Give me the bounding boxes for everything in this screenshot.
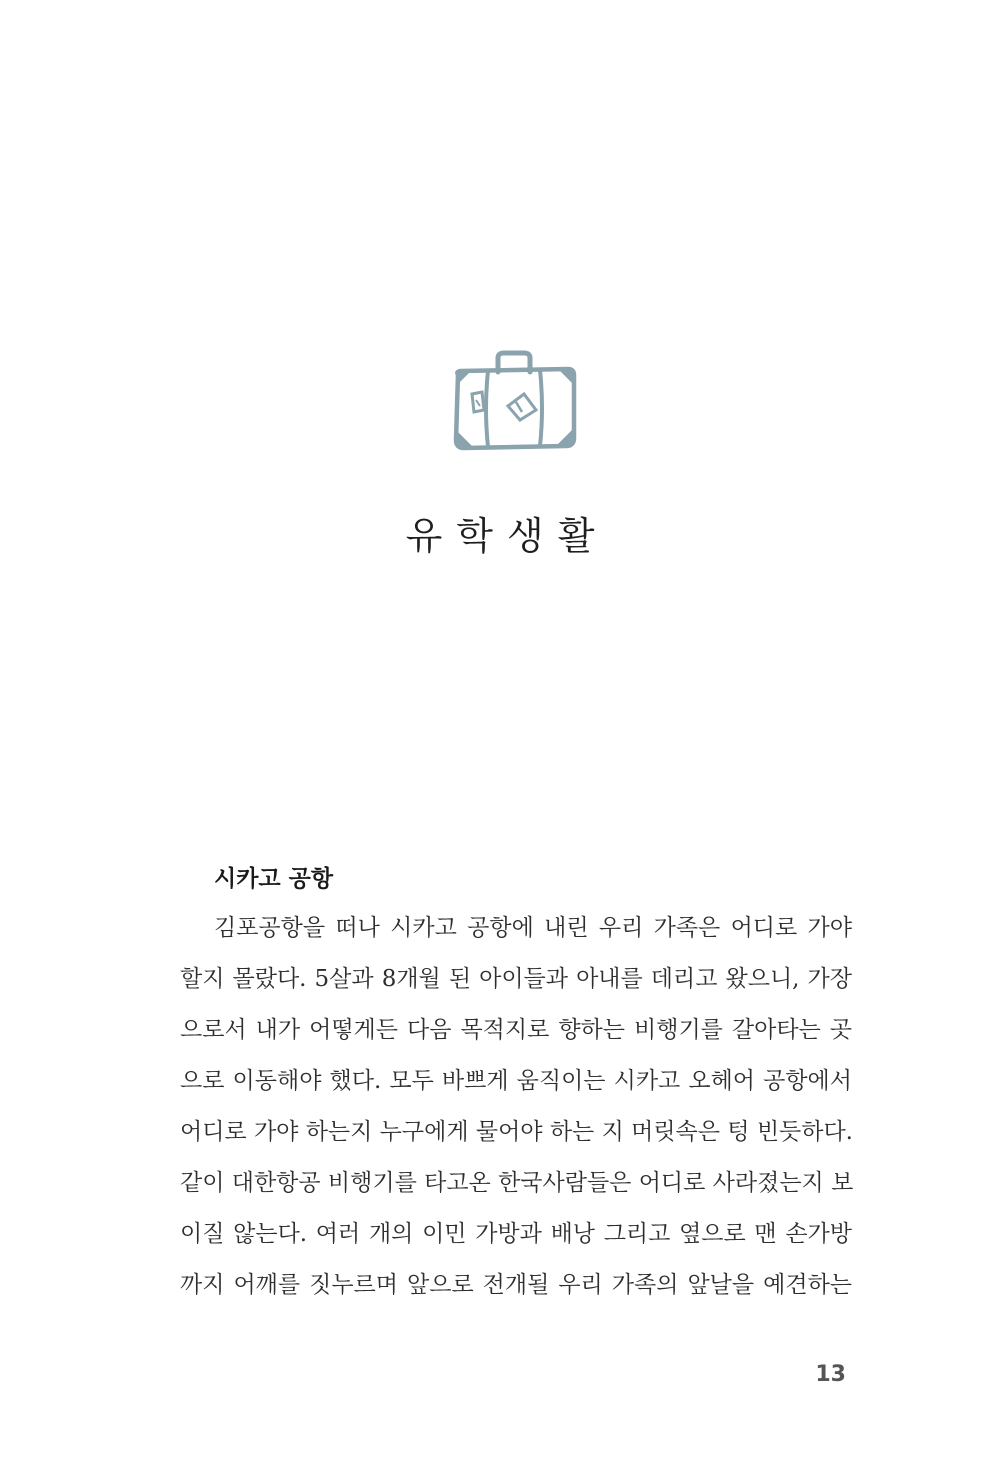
body-line: 김포공항을 떠나 시카고 공항에 내린 우리 가족은 어디로 가야 xyxy=(214,915,852,941)
chapter-title: 유학생활 xyxy=(405,514,609,558)
body-line: 같이 대한항공 비행기를 타고온 한국사람들은 어디로 사라졌는지 보 xyxy=(180,1170,854,1196)
body-line: 어디로 가야 하는지 누구에게 물어야 하는 지 머릿속은 텅 빈듯하다. xyxy=(180,1119,853,1145)
body-line: 할지 몰랐다. 5살과 8개월 된 아이들과 아내를 데리고 왔으니, 가장 xyxy=(180,966,852,992)
section-heading: 시카고 공항 xyxy=(214,866,334,892)
body-line: 으로 이동해야 했다. 모두 바쁘게 움직이는 시카고 오헤어 공항에서 xyxy=(180,1068,852,1094)
body-line: 까지 어깨를 짓누르며 앞으로 전개될 우리 가족의 앞날을 예견하는 xyxy=(180,1272,852,1298)
page-number: 13 xyxy=(815,1362,846,1387)
body-paragraph xyxy=(180,903,852,1311)
suitcase-icon xyxy=(448,350,580,454)
body-line: 이질 않는다. 여러 개의 이민 가방과 배낭 그리고 옆으로 맨 손가방 xyxy=(180,1221,852,1247)
body-line: 으로서 내가 어떻게든 다음 목적지로 향하는 비행기를 갈아타는 곳 xyxy=(180,1017,852,1043)
